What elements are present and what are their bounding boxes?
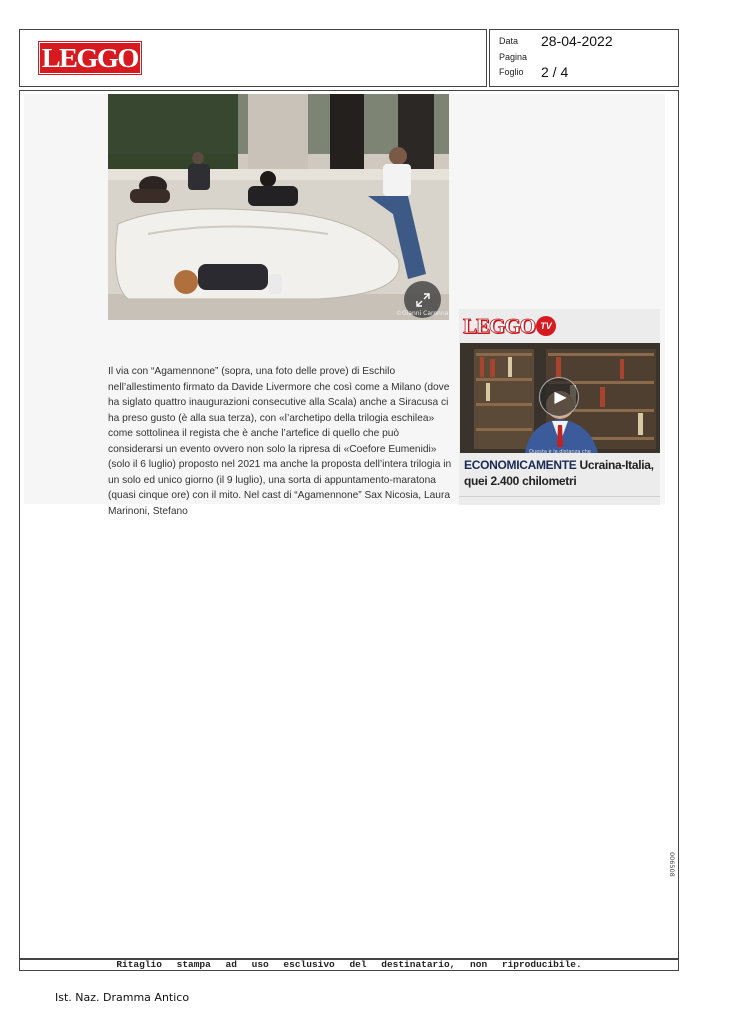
leggo-tv-logo: [459, 309, 660, 343]
play-button[interactable]: [539, 377, 579, 417]
logo-text: LEGGO: [41, 42, 139, 73]
photo-illustration: [108, 94, 449, 320]
article-text: Il via con “Agamennone” (sopra, una foto delle prove) di Eschilo nell’allestimento firmato da Davide Livermore che così come a Milano (dove ha siglato quattro inaugurazioni consecutive alla Scala) anche a Siracusa ci ha preso gusto (è alla sua terza), con «l’archetipo della trilogia eschilea» come sottolinea il regista che è anche l’artefice di quello che può considerarsi un evento ovvero non solo la ripresa di «Coefore Eumenidi» (solo il 6 luglio) proposto nel 2021 ma anche la proposta dell’intera trilogia in un solo ed unico giorno (il 9 luglio), una sorta di appuntamento-maratona (quasi cinque ore) con il mito. Nel cast di “Agamennone” Sax Nicosia, Laura Marinoni, Stefano: [108, 366, 452, 517]
expand-icon: [415, 292, 431, 308]
clipping-code: 006508: [668, 852, 676, 877]
video-title-highlight: ECONOMICAMENTE: [464, 458, 577, 472]
tv-logo-text: LEGGO: [463, 313, 536, 338]
source-name: Ist. Naz. Dramma Antico: [55, 991, 190, 1004]
pagina-label: Pagina: [499, 52, 528, 62]
video-title[interactable]: [464, 458, 658, 489]
tv-badge: TV: [536, 316, 556, 336]
foglio-label: Foglio: [499, 67, 524, 77]
divider: [459, 496, 660, 497]
photo-credit: ©Gianni Caronna: [396, 310, 449, 317]
data-label: Data: [499, 36, 519, 46]
article-photo: [108, 94, 449, 320]
play-icon: ▶: [554, 389, 567, 406]
video-title-rest: Ucraina-Italia, quei 2.400 chilometri: [464, 458, 654, 488]
foglio-value: 2 / 4: [541, 64, 569, 80]
clipping-notice: Ritaglio stampa ad uso esclusivo del destinatario, non riproducibile.: [19, 958, 679, 971]
video-caption: Questa è la distanza che: [529, 449, 591, 455]
data-value: 28-04-2022: [541, 33, 613, 49]
leggo-logo: [38, 41, 142, 75]
